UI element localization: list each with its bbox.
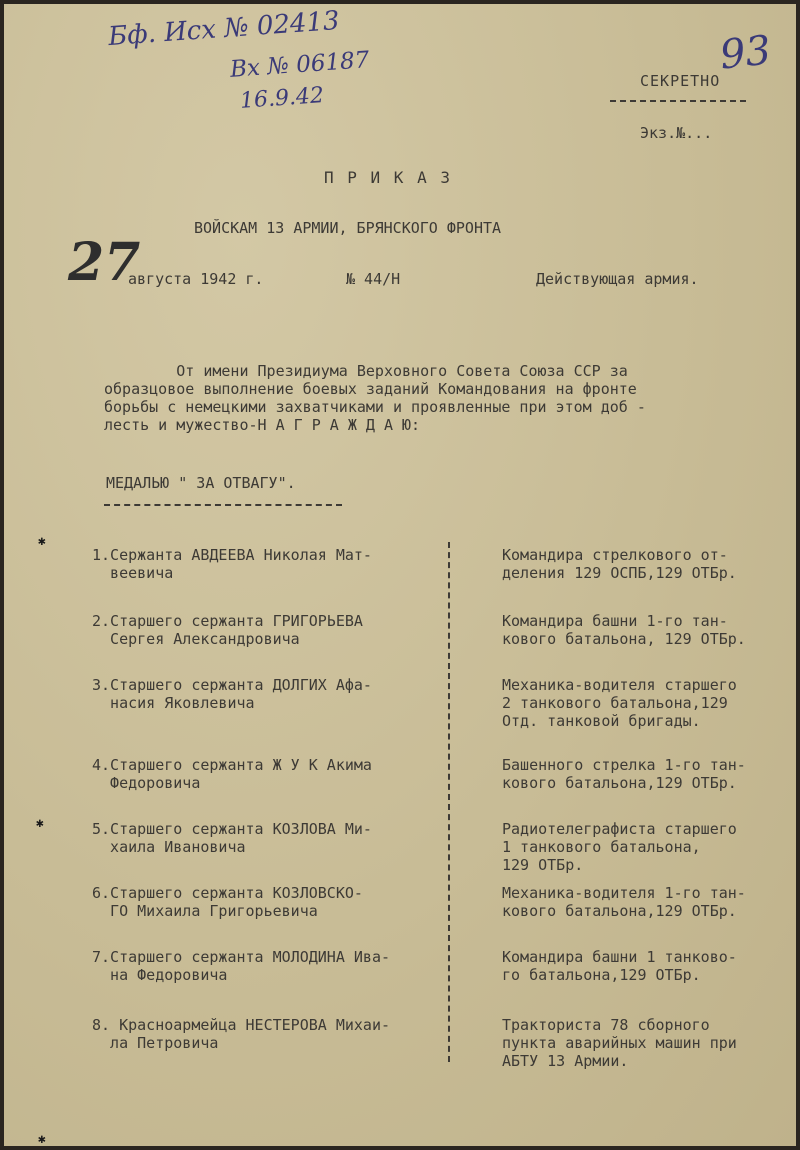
entry-4-name: 4.Старшего сержанта Ж У К Акима Федоровича	[92, 756, 372, 792]
column-separator	[448, 542, 450, 1062]
preamble-line-4: лесть и мужество-Н А Г Р А Ж Д А Ю:	[104, 416, 421, 434]
order-location: Действующая армия.	[536, 270, 699, 288]
secret-underline	[610, 100, 746, 102]
entry-1-position: Командира стрелкового от- деления 129 ОСПБ,129 ОТБр.	[502, 546, 737, 582]
entry-3-position: Механика-водителя старшего 2 танкового батальона,129 Отд. танковой бригады.	[502, 676, 737, 730]
entry-6-name: 6.Старшего сержанта КОЗЛОВСКО- ГО Михаила Григорьевича	[92, 884, 363, 920]
order-number: № 44/Н	[346, 270, 401, 288]
handwritten-incoming-number: Вх № 06187	[229, 47, 371, 83]
handwritten-page-number: 93	[717, 27, 774, 79]
entry-7-position: Командира башни 1 танково- го батальона,129 ОТБр.	[502, 948, 737, 984]
award-underline	[104, 504, 342, 506]
entry-3-name: 3.Старшего сержанта ДОЛГИХ Афа- насия Яковлевича	[92, 676, 372, 712]
entry-5-name: 5.Старшего сержанта КОЗЛОВА Ми- хаила Ивановича	[92, 820, 372, 856]
preamble-line-3: борьбы с немецкими захватчиками и проявленные при этом доб -	[104, 398, 646, 416]
entry-6-position: Механика-водителя 1-го тан- кового батальона,129 ОТБр.	[502, 884, 746, 920]
document-subtitle: ВОЙСКАМ 13 АРМИИ, БРЯНСКОГО ФРОНТА	[194, 219, 502, 237]
secret-label: СЕКРЕТНО	[640, 72, 721, 90]
binding-hole-top: ✱	[38, 534, 46, 549]
entry-7-name: 7.Старшего сержанта МОЛОДИНА Ива- на Федоровича	[92, 948, 391, 984]
entry-2-name: 2.Старшего сержанта ГРИГОРЬЕВА Сергея Александровича	[92, 612, 363, 648]
entry-5-position: Радиотелеграфиста старшего 1 танкового батальона, 129 ОТБр.	[502, 820, 737, 874]
preamble-line-2: образцовое выполнение боевых заданий Командования на фронте	[104, 380, 637, 398]
copy-number: Экз.№...	[640, 124, 713, 142]
handwritten-day: 27	[68, 232, 141, 293]
entry-1-name: 1.Сержанта АВДЕЕВА Николая Мат- веевича	[92, 546, 372, 582]
handwritten-outgoing-number: Бф. Исх № 02413	[107, 5, 341, 53]
handwritten-date-stamp: 16.9.42	[239, 83, 325, 114]
preamble-line-1: От имени Президиума Верховного Совета Союза ССР за	[104, 362, 628, 380]
document-sheet	[4, 4, 796, 1146]
binding-hole-bottom: ✱	[38, 1132, 46, 1146]
entry-8-position: Тракториста 78 сборного пункта аварийных машин при АБТУ 13 Армии.	[502, 1016, 737, 1070]
entry-2-position: Командира башни 1-го тан- кового батальона, 129 ОТБр.	[502, 612, 746, 648]
document-title: П Р И К А З	[324, 168, 452, 187]
entry-8-name: 8. Красноармейца НЕСТЕРОВА Михаи- ла Петровича	[92, 1016, 391, 1052]
award-title: МЕДАЛЬЮ " ЗА ОТВАГУ".	[106, 474, 296, 492]
entry-4-position: Башенного стрелка 1-го тан- кового батальона,129 ОТБр.	[502, 756, 746, 792]
binding-hole-middle: ✱	[36, 816, 44, 831]
order-date: августа 1942 г.	[128, 270, 264, 288]
